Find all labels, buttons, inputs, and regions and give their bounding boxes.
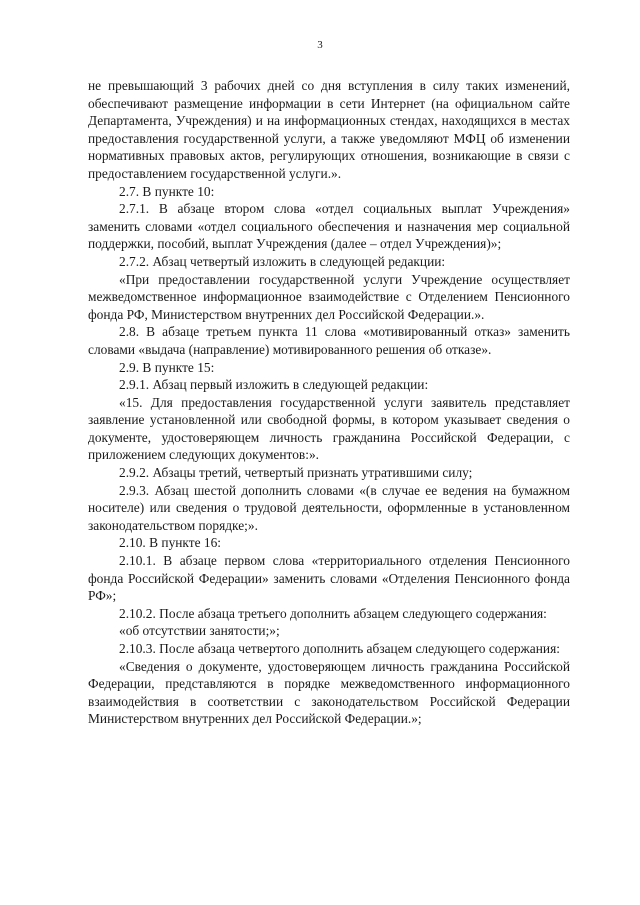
paragraph: не превышающий 3 рабочих дней со дня вступления в силу таких изменений, обеспечивают размещение информации в сети Интернет (на официальном сайте Департамента, Учреждения) и на информационных стендах, находящихся в местах предоставления государственной услуги, а также уведомляют МФЦ об изменении нормативных правовых актов, регулирующих отношения, возникающие в связи с предоставлением государственной услуги.». [88,78,570,181]
paragraph: «об отсутствии занятости;»; [119,623,280,639]
paragraph: 2.9.1. Абзац первый изложить в следующей редакции: [119,377,429,393]
paragraph: 2.10.3. После абзаца четвертого дополнить абзацем следующего содержания: [119,641,560,656]
paragraph: «15. Для предоставления государственной услуги заявитель представляет заявление установленной или свободной формы, в котором указывает сведения о документе, удостоверяющем личность гражданина Российской Федерации, с приложением следующих документов:». [88,394,570,463]
paragraph: 2.10. В пункте 16: [119,535,222,551]
paragraph: 2.10.2. После абзаца третьего дополнить абзацем следующего содержания: [119,605,547,621]
paragraph: 2.9.2. Абзацы третий, четвертый признать утратившими силу; [119,465,473,481]
paragraph: «При предоставлении государственной услуги Учреждение осуществляет межведомственное информационное взаимодействие с Отделением Пенсионного фонда РФ, Министерством внутренних дел Российской Федерации.». [88,271,570,322]
paragraph: 2.9.3. Абзац шестой дополнить словами «(в случае ее ведения на бумажном носителе) или сведения о трудовой деятельности, оформленные в установленном законодательством порядке;». [88,482,570,533]
paragraph: 2.8. В абзаце третьем пункта 11 слова «мотивированный отказ» заменить словами «выдача (направление) мотивированного решения об отказе». [88,324,570,357]
page-number: 3 [317,39,323,51]
paragraph: 2.7.1. В абзаце втором слова «отдел социальных выплат Учреждения» заменить словами «отдел социального обеспечения и назначения мер социальной поддержки, пособий, выплат Учреждения (далее – отдел Учреждения)»; [88,201,570,252]
paragraph: 2.7.2. Абзац четвертый изложить в следующей редакции: [119,253,446,269]
paragraph: 2.7. В пункте 10: [119,183,215,199]
paragraph: «Сведения о документе, удостоверяющем личность гражданина Российской Федерации, представляются в порядке межведомственного информационного взаимодействия в соответствии с законодательством Российской Федерации Министерством внутренних дел Российской Федерации.»; [88,658,570,727]
paragraph: 2.10.1. В абзаце первом слова «территориального отделения Пенсионного фонда Российской Федерации» заменить словами «Отделения Пенсионного фонда РФ»; [88,553,570,604]
document-body [88,77,570,728]
paragraph: 2.9. В пункте 15: [119,359,215,375]
